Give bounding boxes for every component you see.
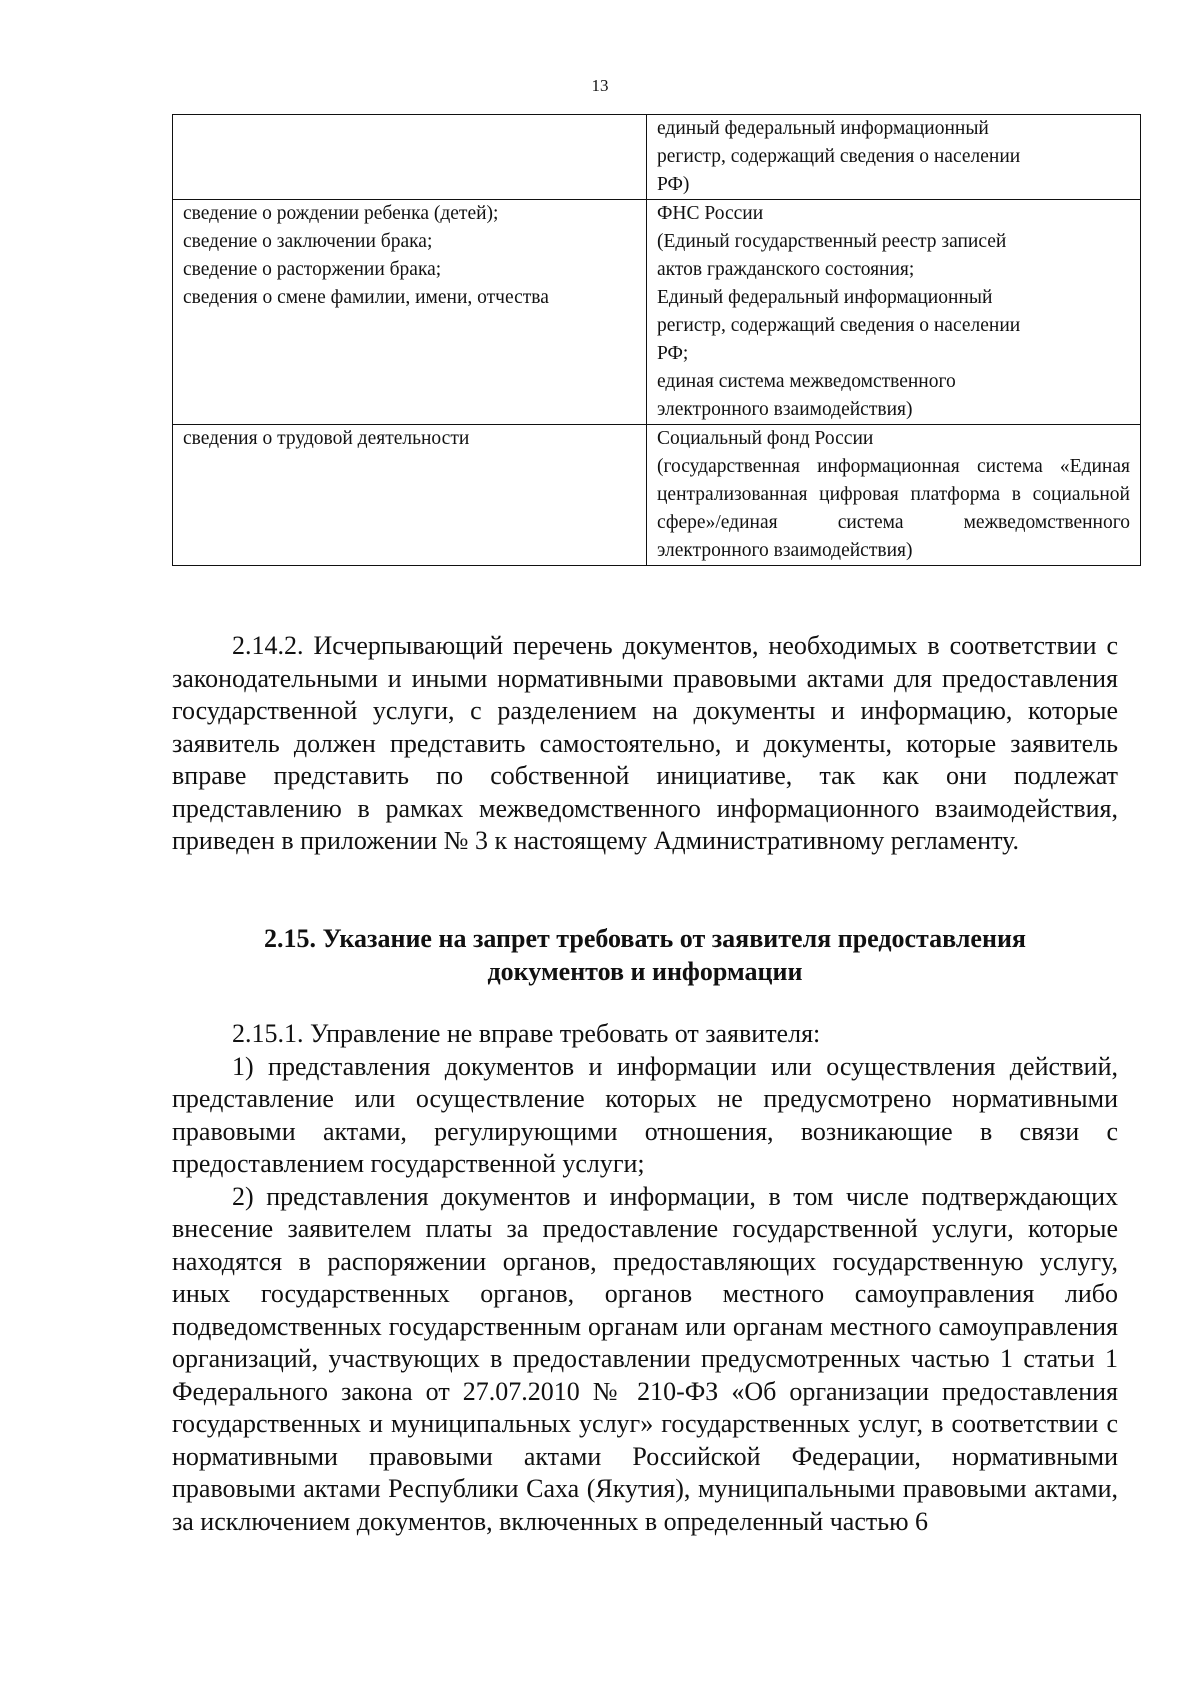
cell-line: сведения о смене фамилии, имени, отчества (183, 287, 549, 308)
cell-line: регистр, содержащий сведения о населении (657, 146, 1021, 167)
cell-line: сведения о трудовой деятельности (183, 428, 470, 449)
table-cell-source (647, 115, 1141, 200)
page-number: 13 (591, 76, 609, 95)
cell-line: сведение о расторжении брака; (183, 259, 442, 280)
cell-line: единый федеральный информационный (657, 118, 989, 139)
table-cell-info (173, 425, 647, 566)
table-row (173, 425, 1141, 566)
cell-line: Единый федеральный информационный (657, 287, 993, 308)
paragraph-intro: 2.15.1. Управление не вправе требовать от заявителя: (232, 1019, 821, 1048)
cell-line: актов гражданского состояния; (657, 259, 915, 280)
table-row (173, 200, 1141, 425)
table-cell-info (173, 200, 647, 425)
cell-line: РФ; (657, 343, 689, 364)
section-heading (172, 923, 1118, 988)
cell-line: РФ) (657, 174, 690, 195)
list-item: 2) представления документов и информации, в том числе подтверждающих внесение заявителем платы за предоставление государственной услуги, которые находятся в распоряжении органов, предоставляющих государственную услугу, иных государственных органов, органов местного самоуправления либо подведомственных государственным органам или органам местного самоуправления организаций, участвующих в предоставлении предусмотренных частью 1 статьи 1 Федерального закона от 27.07.2010 № 210-ФЗ «Об организации предоставления государственных и муниципальных услуг» государственных услуг, в соответствии с нормативными правовыми актами Российской Федерации, нормативными правовыми актами Республики Саха (Якутия), муниципальными правовыми актами, за исключением документов, включенных в определенный частью 6 (172, 1181, 1118, 1536)
requirements-table (172, 114, 1141, 566)
cell-line: электронного взаимодействия) (657, 399, 913, 420)
cell-line: Социальный фонд России (657, 428, 874, 449)
paragraph: 2.14.2. Исчерпывающий перечень документов, необходимых в соответствии с законодательными и иными нормативными правовыми актами для предоставления государственной услуги, с разделением на документы и информацию, которые заявитель должен представить самостоятельно, и документы, которые заявитель вправе представить по собственной инициативе, так как они подлежат представлению в рамках межведомственного информационного взаимодействия, приведен в приложении № 3 к настоящему Административному регламенту. (172, 631, 1118, 855)
list-item: 1) представления документов и информации или осуществления действий, представление или осуществление которых не предусмотрено нормативными правовыми актами, регулирующими отношения, возникающие в связи с предоставлением государственной услуги; (172, 1051, 1118, 1178)
section-2-15-1 (172, 1018, 1118, 1538)
cell-paragraph: (государственная информационная система «Единая централизованная цифровая платформа в социальной сфере»/единая система межведомственного электронного взаимодействия) (657, 456, 1130, 561)
section-2-14-2 (172, 630, 1118, 858)
cell-line: (Единый государственный реестр записей (657, 231, 1007, 252)
cell-line: сведение о рождении ребенка (детей); (183, 203, 499, 224)
table-cell-info (173, 115, 647, 200)
cell-line: регистр, содержащий сведения о населении (657, 315, 1021, 336)
cell-line: единая система межведомственного (657, 371, 956, 392)
table-row (173, 115, 1141, 200)
table-cell-source (647, 425, 1141, 566)
heading-line: 2.15. Указание на запрет требовать от заявителя предоставления (263, 924, 1026, 953)
cell-line: сведение о заключении брака; (183, 231, 433, 252)
cell-line: ФНС России (657, 203, 764, 224)
table-cell-source (647, 200, 1141, 425)
heading-line: документов и информации (487, 956, 803, 986)
